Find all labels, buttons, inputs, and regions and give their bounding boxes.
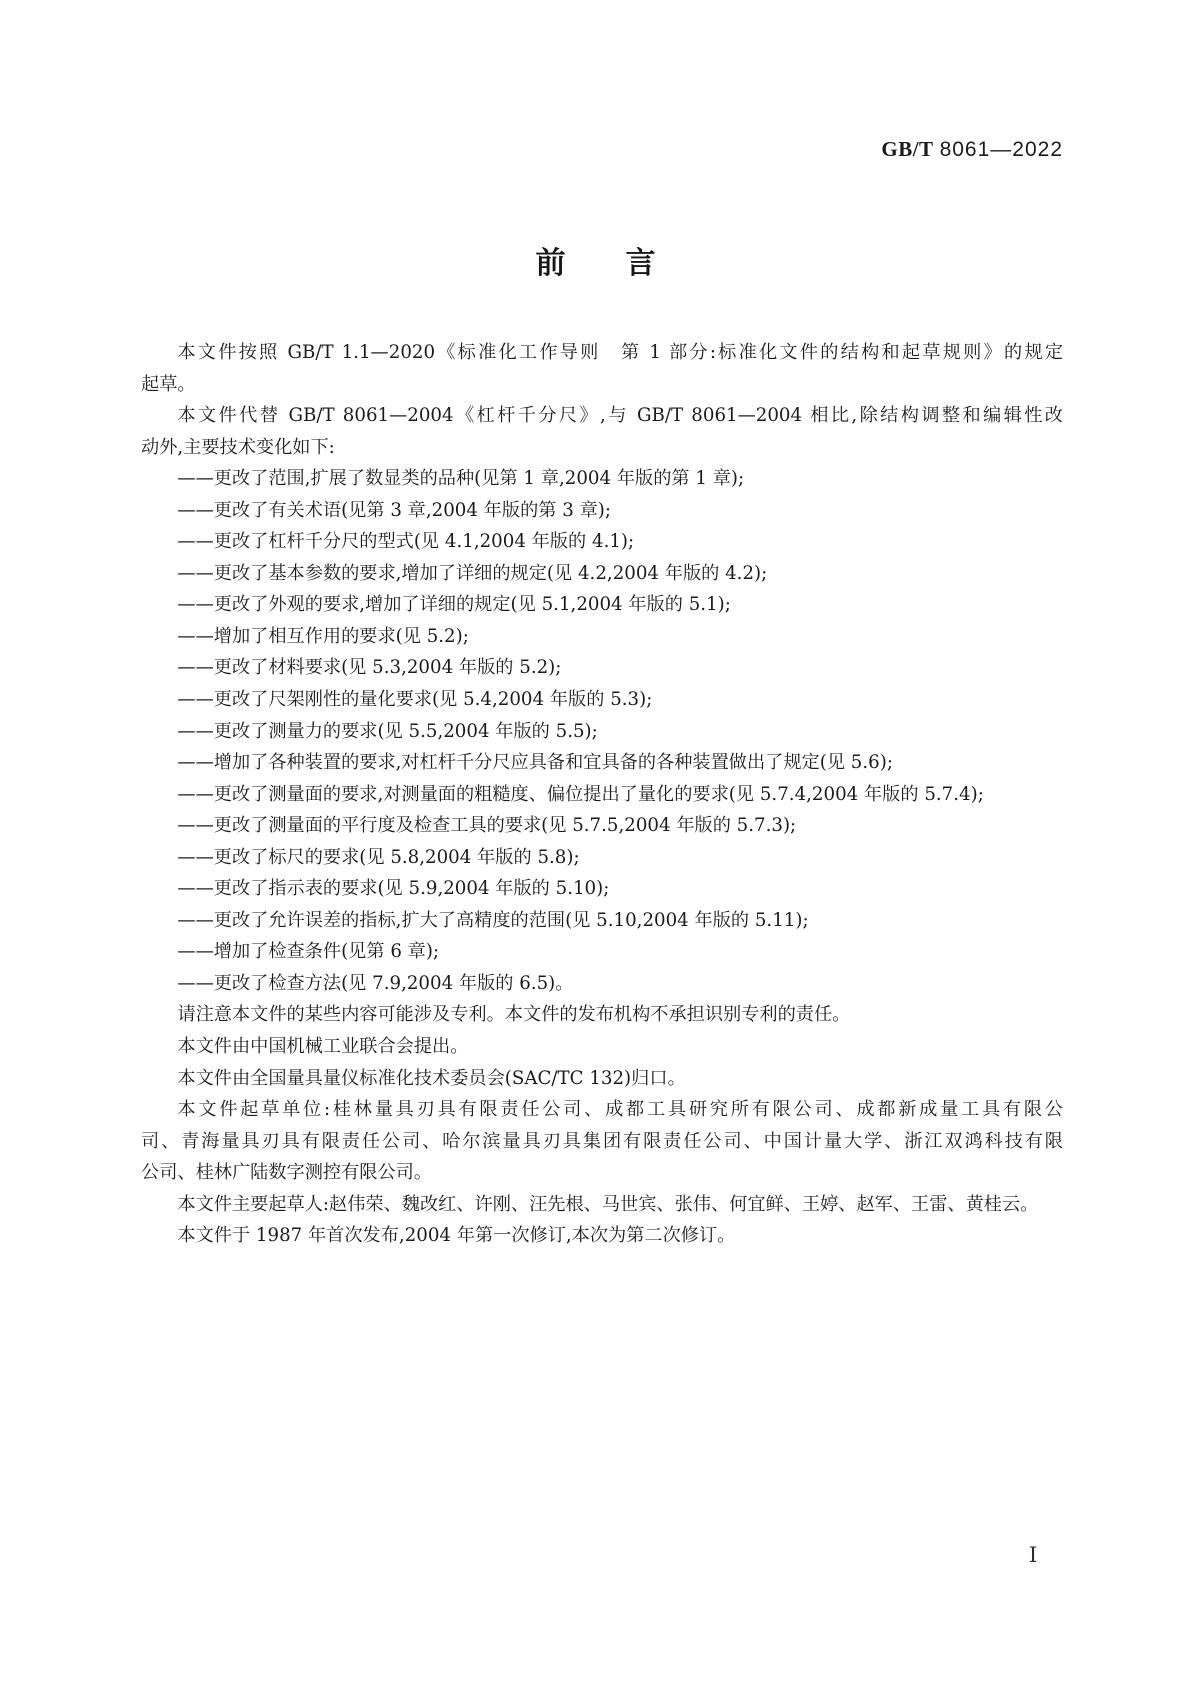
text-line: 起草。 bbox=[141, 373, 196, 395]
text-line: 司、青海量具刃具有限责任公司、哈尔滨量具刃具集团有限责任公司、中国计量大学、浙江双鸿科技有限 bbox=[141, 1130, 1063, 1152]
text-line: ——更改了外观的要求,增加了详细的规定(见 5.1,2004 年版的 5.1); bbox=[177, 594, 731, 616]
standard-number-prefix: GB/T bbox=[881, 137, 934, 161]
text-line: ——更改了测量面的平行度及检查工具的要求(见 5.7.5,2004 年版的 5.7.3); bbox=[177, 815, 797, 837]
text-line: 本文件由中国机械工业联合会提出。 bbox=[177, 1036, 469, 1058]
text-line: 本文件主要起草人:赵伟荣、魏改红、许刚、汪先根、马世宾、张伟、何宜鲜、王婷、赵军、王雷、黄桂云。 bbox=[177, 1193, 1039, 1215]
page-number: I bbox=[1028, 1543, 1038, 1567]
foreword-body bbox=[141, 337, 1063, 1252]
text-line: ——更改了有关术语(见第 3 章,2004 年版的第 3 章); bbox=[177, 499, 612, 521]
text-line: ——更改了标尺的要求(见 5.8,2004 年版的 5.8); bbox=[177, 846, 580, 868]
text-line: 公司、桂林广陆数字测控有限公司。 bbox=[141, 1162, 433, 1184]
text-line: ——增加了检查条件(见第 6 章); bbox=[177, 941, 440, 963]
text-line: ——更改了测量面的要求,对测量面的粗糙度、偏位提出了量化的要求(见 5.7.4,2004 年版的 5.7.4); bbox=[177, 783, 984, 805]
text-line: 请注意本文件的某些内容可能涉及专利。本文件的发布机构不承担识别专利的责任。 bbox=[177, 1004, 851, 1026]
text-line: ——更改了材料要求(见 5.3,2004 年版的 5.2); bbox=[177, 657, 562, 679]
standard-number bbox=[881, 137, 1063, 162]
text-line: 本文件由全国量具量仪标准化技术委员会(SAC/TC 132)归口。 bbox=[177, 1067, 686, 1089]
text-line: ——增加了相互作用的要求(见 5.2); bbox=[177, 625, 469, 647]
text-line: ——增加了各种装置的要求,对杠杆千分尺应具备和宜具备的各种装置做出了规定(见 5.6); bbox=[177, 752, 893, 774]
text-line: ——更改了范围,扩展了数显类的品种(见第 1 章,2004 年版的第 1 章); bbox=[177, 468, 745, 490]
text-line: ——更改了尺架刚性的量化要求(见 5.4,2004 年版的 5.3); bbox=[177, 689, 653, 711]
standard-number-value: 8061—2022 bbox=[939, 138, 1063, 161]
text-line: ——更改了允许误差的指标,扩大了高精度的范围(见 5.10,2004 年版的 5.11); bbox=[177, 909, 809, 931]
text-line: 动外,主要技术变化如下: bbox=[141, 436, 335, 458]
text-line: 本文件代替 GB/T 8061—2004《杠杆千分尺》,与 GB/T 8061—2004 相比,除结构调整和编辑性改 bbox=[177, 405, 1063, 427]
text-line: ——更改了基本参数的要求,增加了详细的规定(见 4.2,2004 年版的 4.2); bbox=[177, 562, 768, 584]
text-line: ——更改了测量力的要求(见 5.5,2004 年版的 5.5); bbox=[177, 720, 598, 742]
text-line: ——更改了指示表的要求(见 5.9,2004 年版的 5.10); bbox=[177, 878, 610, 900]
text-line: ——更改了检查方法(见 7.9,2004 年版的 6.5)。 bbox=[177, 972, 574, 994]
text-line: 本文件按照 GB/T 1.1—2020《标准化工作导则 第 1 部分:标准化文件的结构和起草规则》的规定 bbox=[177, 342, 1063, 363]
text-line: 本文件起草单位:桂林量具刃具有限责任公司、成都工具研究所有限公司、成都新成量工具有限公 bbox=[177, 1099, 1063, 1121]
page-title: 前 言 bbox=[535, 246, 656, 281]
text-line: 本文件于 1987 年首次发布,2004 年第一次修订,本次为第二次修订。 bbox=[177, 1225, 736, 1247]
text-line: ——更改了杠杆千分尺的型式(见 4.1,2004 年版的 4.1); bbox=[177, 531, 635, 553]
